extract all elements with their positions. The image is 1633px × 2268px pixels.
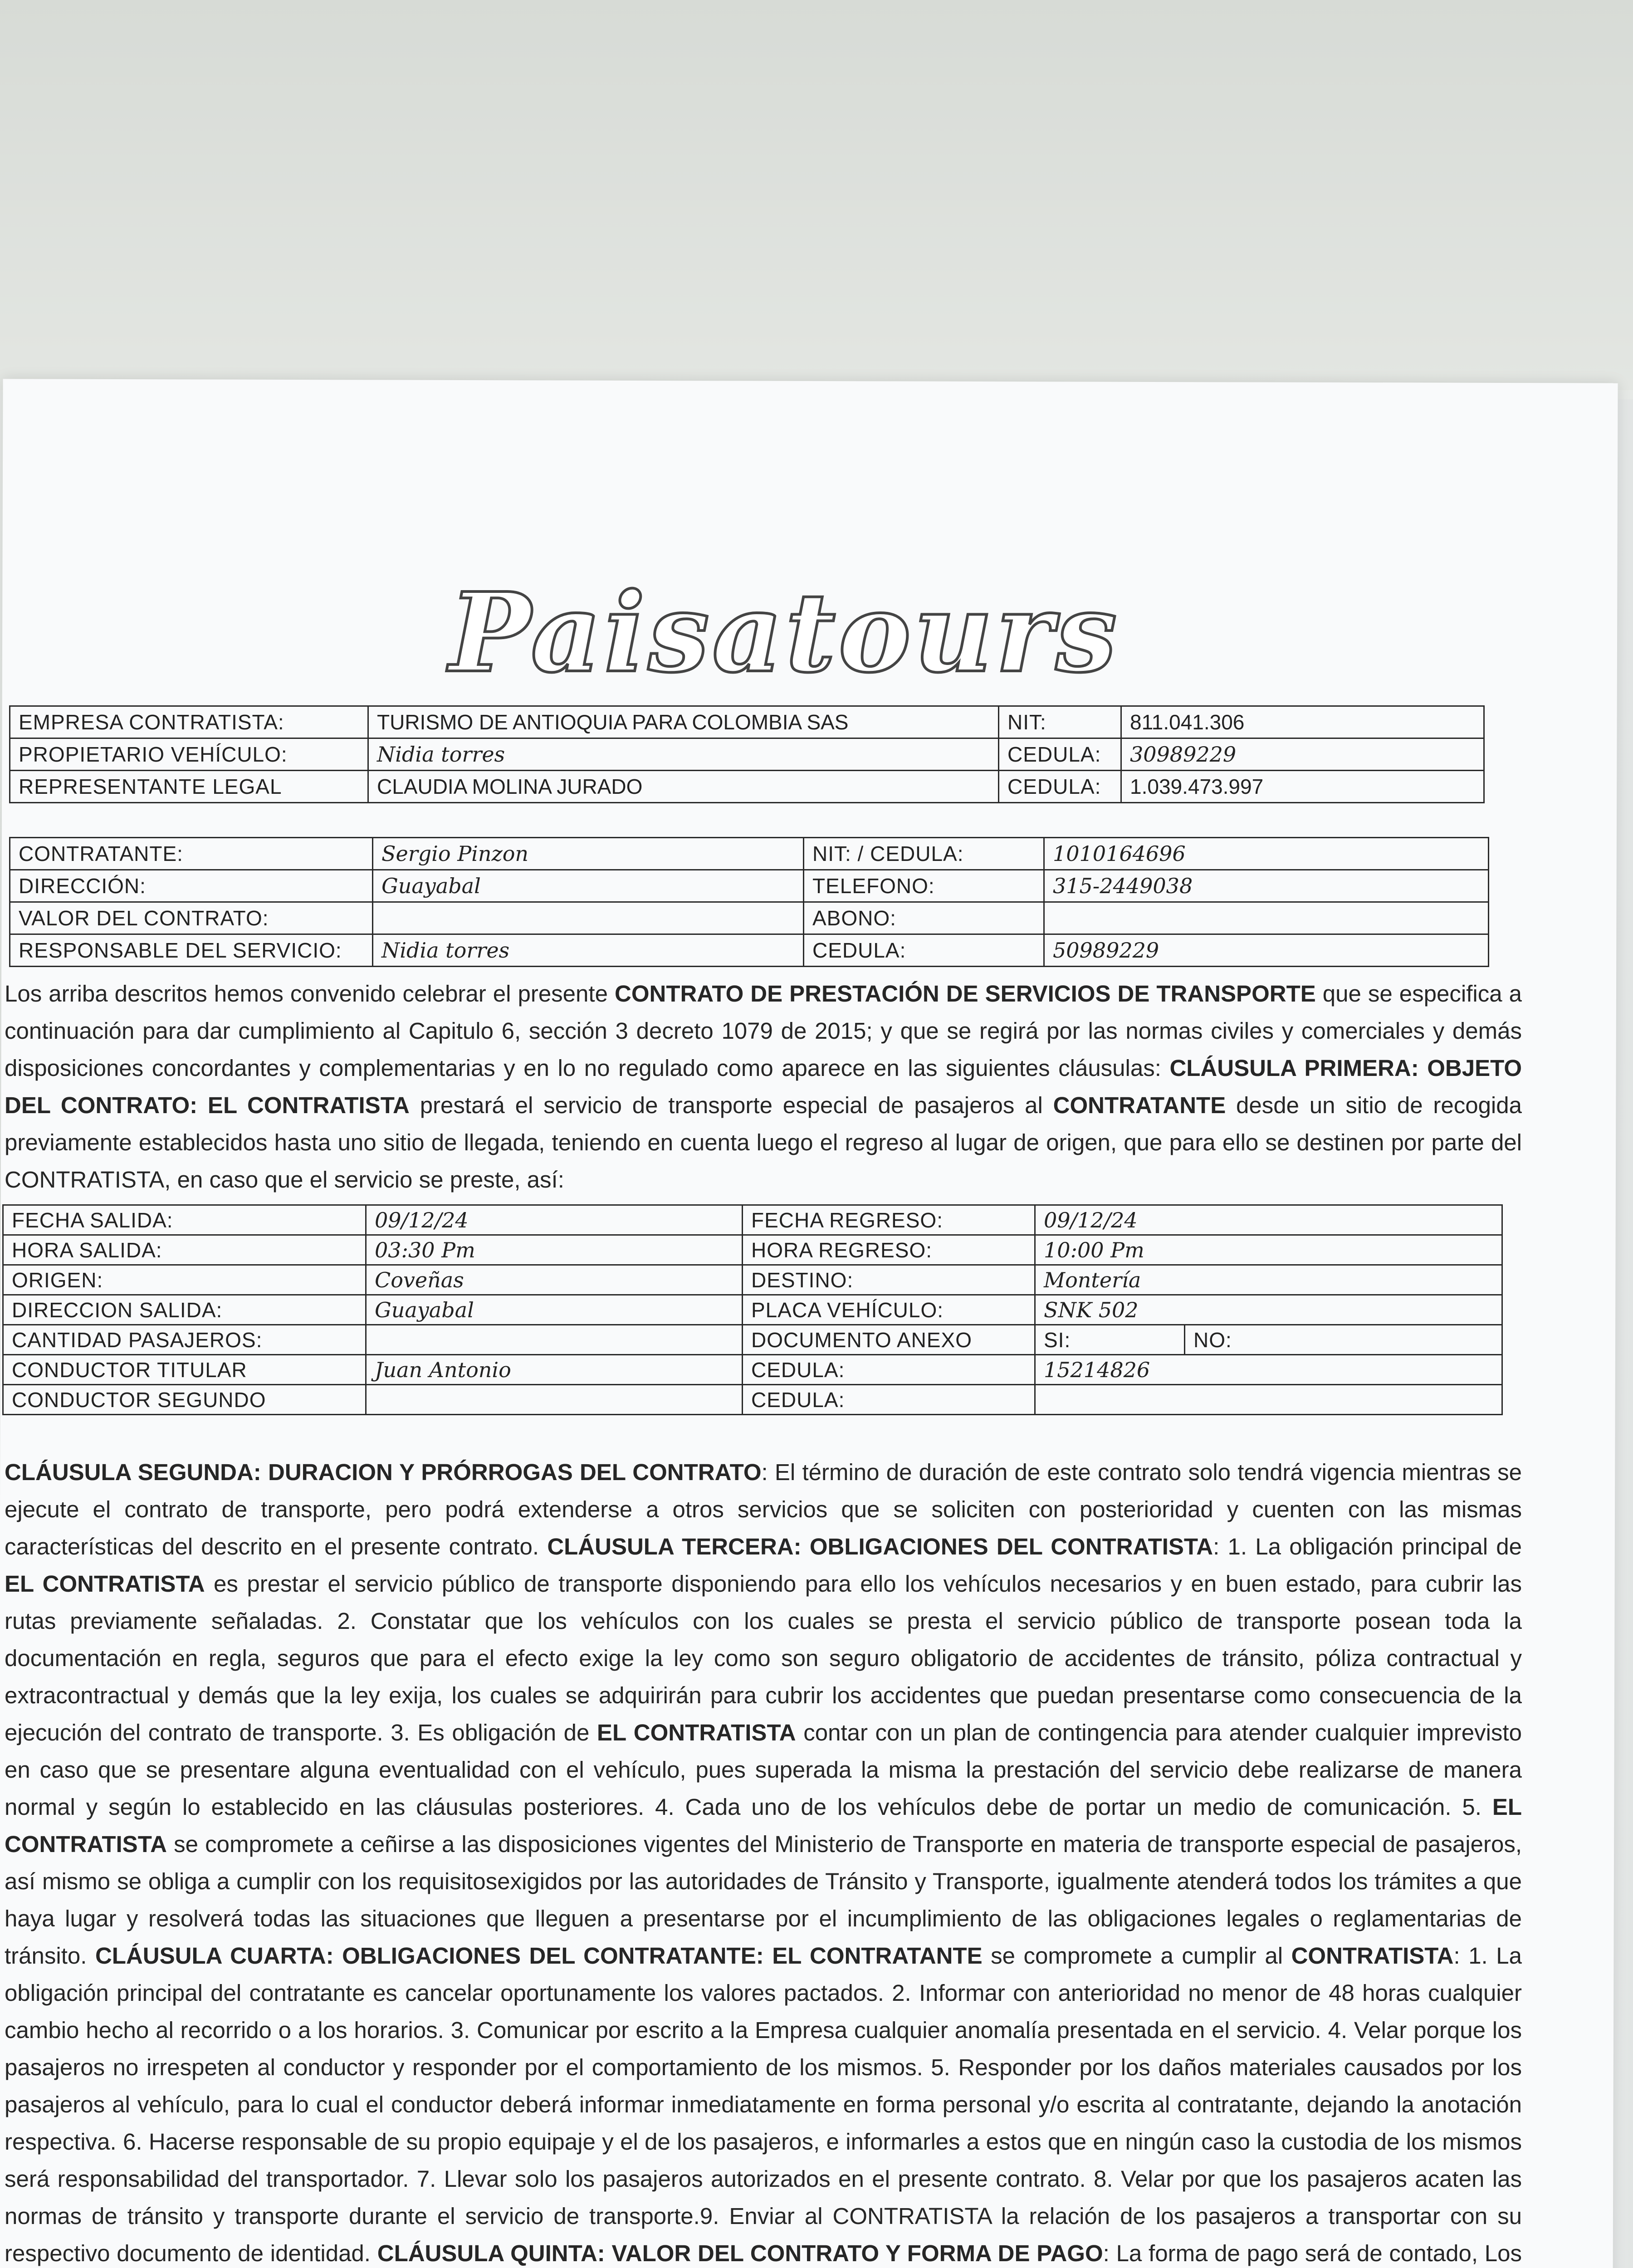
cedula-label: CEDULA: xyxy=(804,934,1044,967)
responsable-cedula: 50989229 xyxy=(1044,934,1489,967)
cantidad-value xyxy=(366,1325,743,1355)
direccion-salida-value: Guayabal xyxy=(366,1295,743,1325)
fecha-salida-label: FECHA SALIDA: xyxy=(3,1205,366,1235)
conductor-segundo-cedula xyxy=(1035,1385,1502,1415)
company-table xyxy=(9,705,1485,803)
cedula-label: CEDULA: xyxy=(999,738,1121,771)
hora-regreso-label: HORA REGRESO: xyxy=(743,1235,1035,1265)
clause-segment: se compromete a cumplir al xyxy=(982,1943,1291,1969)
clause-segment: : La forma de pago será de contado, Los xyxy=(1103,2240,1522,2266)
nit-label: NIT: xyxy=(999,706,1121,738)
valor-value xyxy=(373,902,804,934)
representante-label: REPRESENTANTE LEGAL xyxy=(10,771,368,803)
telefono-label: TELEFONO: xyxy=(804,870,1044,902)
hora-salida-label: HORA SALIDA: xyxy=(3,1235,366,1265)
origen-value: Coveñas xyxy=(366,1265,743,1295)
telefono-value: 315-2449038 xyxy=(1044,870,1489,902)
propietario-cedula: 30989229 xyxy=(1121,738,1484,771)
nit-value: 811.041.306 xyxy=(1121,706,1484,738)
representante-cedula: 1.039.473.997 xyxy=(1121,771,1484,803)
nit-cedula-label: NIT: / CEDULA: xyxy=(804,838,1044,870)
conductor-titular-label: CONDUCTOR TITULAR xyxy=(3,1355,366,1385)
hora-regreso-value: 10:00 Pm xyxy=(1035,1235,1502,1265)
clause-segment: : El término de duración de este contrato solo tendrá vigencia mientras se ejecute el contrato de transporte, pero podrá extenderse a otros servicios que se soliciten con posterioridad y cuenten con las mismas características del descrito en el presente contrato. xyxy=(5,1459,1522,1559)
origen-label: ORIGEN: xyxy=(3,1265,366,1295)
clause-segment: CONTRATISTA xyxy=(1291,1943,1454,1969)
cantidad-label: CANTIDAD PASAJEROS: xyxy=(3,1325,366,1355)
empresa-label: EMPRESA CONTRATISTA: xyxy=(10,706,368,738)
clause-segment: se compromete a ceñirse a las disposiciones vigentes del Ministerio de Transporte en materia de transporte especial de pasajeros, así mismo se obliga a cumplir con los requisitosexigidos por las autoridades de Tránsito y Transporte, igualmente atenderá todos los trámites a que haya lugar y resolverá todas las situaciones que lleguen a presentarse por el incumplimiento de las obligaciones legales o reglamentarias de tránsito. xyxy=(5,1831,1522,1969)
clause-segment: EL CONTRATISTA xyxy=(5,1794,1522,1857)
direccion-value: Guayabal xyxy=(373,870,804,902)
conductor-segundo-value xyxy=(366,1385,743,1415)
fecha-regreso-label: FECHA REGRESO: xyxy=(743,1205,1035,1235)
placa-label: PLACA VEHÍCULO: xyxy=(743,1295,1035,1325)
abono-label: ABONO: xyxy=(804,902,1044,934)
clause-segment: contar con un plan de contingencia para atender cualquier imprevisto en caso que se presentare alguna eventualidad con el vehículo, pues superada la misma la prestación del servicio debe realizarse de manera normal y según lo establecido en las cláusulas posteriores. 4. Cada uno de los vehículos debe de portar un medio de comunicación. 5. xyxy=(5,1720,1522,1820)
intro-segment: Los arriba descritos hemos convenido celebrar el presente xyxy=(5,981,615,1007)
cedula-label: CEDULA: xyxy=(743,1355,1035,1385)
intro-segment: CONTRATANTE xyxy=(1053,1092,1226,1118)
representante-value: CLAUDIA MOLINA JURADO xyxy=(368,771,999,803)
intro-segment: CLÁUSULA PRIMERA: OBJETO DEL CONTRATO: EL CONTRATISTA xyxy=(5,1055,1522,1118)
cedula-label: CEDULA: xyxy=(999,771,1121,803)
no-label: NO: xyxy=(1185,1325,1502,1355)
abono-value xyxy=(1044,902,1489,934)
propietario-value: Nidia torres xyxy=(368,738,999,771)
conductor-titular-value: Juan Antonio xyxy=(366,1355,743,1385)
fecha-regreso-value: 09/12/24 xyxy=(1035,1205,1502,1235)
client-table xyxy=(9,837,1489,967)
contratante-value: Sergio Pinzon xyxy=(373,838,804,870)
fecha-salida-value: 09/12/24 xyxy=(366,1205,743,1235)
direccion-label: DIRECCIÓN: xyxy=(10,870,373,902)
intro-paragraph xyxy=(5,975,1522,1193)
empresa-value: TURISMO DE ANTIOQUIA PARA COLOMBIA SAS xyxy=(368,706,999,738)
company-logo: Paisatours xyxy=(449,569,1120,697)
responsable-label: RESPONSABLE DEL SERVICIO: xyxy=(10,934,373,967)
clause-segment: es prestar el servicio público de transporte disponiendo para ello los vehículos necesarios y en buen estado, para cubrir las rutas previamente señaladas. 2. Constatar que los vehículos con los cuales se presta el servicio público de transporte posean toda la documentación en regla, seguros que para el efecto exige la ley como son seguro obligatorio de accidentes de tránsito, póliza contractual y extracontractual y demás que la ley exija, los cuales se adquirirán para cubrir los accidentes que puedan presentarse como consecuencia de la ejecución del contrato de transporte. 3. Es obligación de xyxy=(5,1571,1522,1745)
clause-segment: EL CONTRATISTA xyxy=(5,1571,205,1597)
intro-segment: desde un sitio de recogida previamente establecidos hasta uno sitio de llegada, teniendo en cuenta luego el regreso al lugar de origen, que para ello se destinen por parte del CONTRATISTA, en caso que el servicio se preste, así: xyxy=(5,1092,1522,1193)
clause-segment: EL CONTRATISTA xyxy=(596,1720,796,1745)
direccion-salida-label: DIRECCION SALIDA: xyxy=(3,1295,366,1325)
placa-value: SNK 502 xyxy=(1035,1295,1502,1325)
intro-segment: CONTRATO DE PRESTACIÓN DE SERVICIOS DE TRANSPORTE xyxy=(614,981,1316,1007)
clause-segment: CLÁUSULA QUINTA: VALOR DEL CONTRATO Y FORMA DE PAGO xyxy=(377,2240,1103,2266)
propietario-label: PROPIETARIO VEHÍCULO: xyxy=(10,738,368,771)
documento-label: DOCUMENTO ANEXO xyxy=(743,1325,1035,1355)
clauses-paragraph xyxy=(5,1454,1522,2268)
destino-value: Montería xyxy=(1035,1265,1502,1295)
background-wall xyxy=(0,0,1633,390)
responsable-value: Nidia torres xyxy=(373,934,804,967)
nit-cedula-value: 1010164696 xyxy=(1044,838,1489,870)
clause-segment: : 1. La obligación principal de xyxy=(1213,1534,1522,1559)
clause-segment: : 1. La obligación principal del contratante es cancelar oportunamente los valores pactados. 2. Informar con anterioridad no menor de 48 horas cualquier cambio hecho al recorrido o a los horarios. 3. Comunicar por escrito a la Empresa cualquier anomalía presentada en el servicio. 4. Velar porque los pasajeros no irrespeten al conductor y responder por el comportamiento de los mismos. 5. Responder por los daños materiales causados por los pasajeros al vehículo, para lo cual el conductor deberá informar inmediatamente en forma personal y/o escrita al contratante, dejando la anotación respectiva. 6. Hacerse responsable de su propio equipaje y el de los pasajeros, e informarles a estos que en ningún caso la custodia de los mismos será responsabilidad del transportador. 7. Llevar solo los pasajeros autorizados en el presente contrato. 8. Velar por que los pasajeros acaten las normas de tránsito y transporte durante el servicio de transporte.9. Enviar al CONTRATISTA la relación de los pasajeros a transportar con su respectivo documento de identidad. xyxy=(5,1943,1522,2266)
trip-table xyxy=(2,1204,1503,1415)
conductor-titular-cedula: 15214826 xyxy=(1035,1355,1502,1385)
destino-label: DESTINO: xyxy=(743,1265,1035,1295)
valor-label: VALOR DEL CONTRATO: xyxy=(10,902,373,934)
clause-segment: CLÁUSULA TERCERA: OBLIGACIONES DEL CONTRATISTA xyxy=(547,1534,1213,1559)
intro-segment: que se especifica a continuación para dar cumplimiento al Capitulo 6, sección 3 decreto 1079 de 2015; y que se regirá por las normas civiles y comerciales y demás disposiciones concordantes y complementarias y en lo no regulado como aparece en las siguientes cláusulas: xyxy=(5,981,1522,1081)
intro-segment: prestará el servicio de transporte especial de pasajeros al xyxy=(409,1092,1053,1118)
clause-segment: CLÁUSULA SEGUNDA: DURACION Y PRÓRROGAS DEL CONTRATO xyxy=(5,1459,762,1485)
contratante-label: CONTRATANTE: xyxy=(10,838,373,870)
hora-salida-value: 03:30 Pm xyxy=(366,1235,743,1265)
clause-segment: CLÁUSULA CUARTA: OBLIGACIONES DEL CONTRATANTE: EL CONTRATANTE xyxy=(95,1943,983,1969)
cedula-label: CEDULA: xyxy=(743,1385,1035,1415)
si-label: SI: xyxy=(1035,1325,1185,1355)
conductor-segundo-label: CONDUCTOR SEGUNDO xyxy=(3,1385,366,1415)
